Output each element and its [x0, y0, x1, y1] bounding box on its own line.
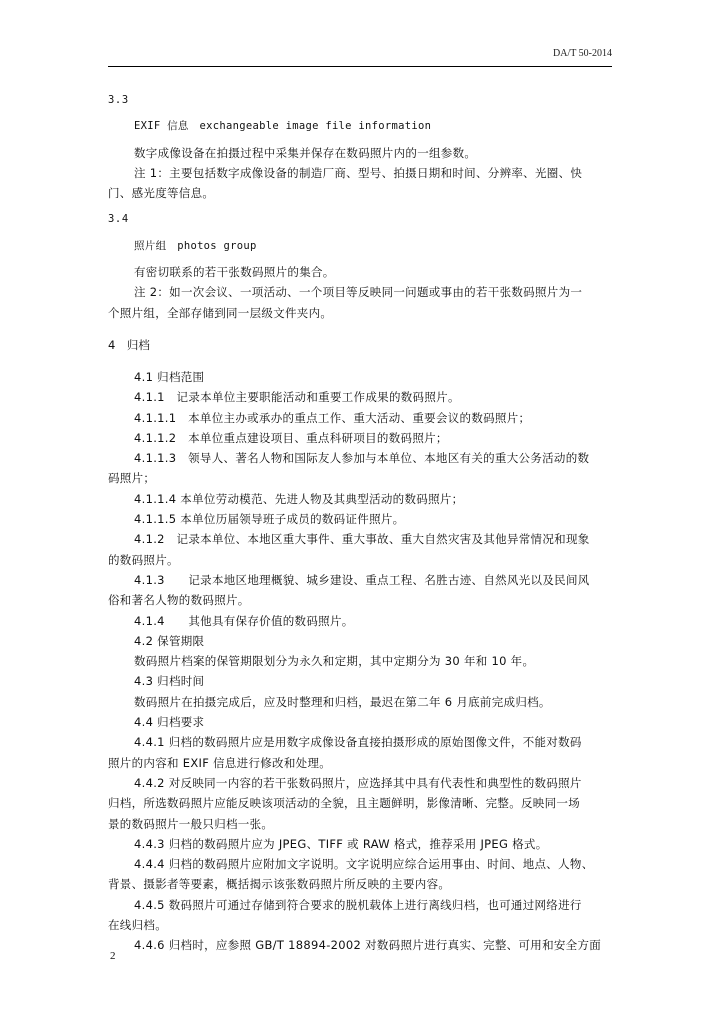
body-line: 码照片；: [108, 471, 156, 486]
body-line: 景的数码照片一般只归档一张。: [108, 816, 274, 831]
header-rule: [108, 66, 612, 67]
note-1-line-1: 注 1：主要包括数字成像设备的制造厂商、型号、拍摄日期和时间、分辨率、光圈、快: [134, 165, 583, 180]
page-number: 2: [110, 950, 116, 962]
body-line: 4.1.1.1 本单位主办或承办的重点工作、重大活动、重要会议的数码照片；: [134, 410, 531, 425]
body-line: 4.3 归档时间: [134, 674, 205, 689]
body-line: 4.4.1 归档的数码照片应是用数字成像设备直接拍摄形成的原始图像文件，不能对数码: [134, 735, 582, 750]
body-line: 4.1.1.5 本单位历届领导班子成员的数码证件照片。: [134, 512, 405, 527]
body-line: 4.4.5 数码照片可通过存储到符合要求的脱机载体上进行离线归档，也可通过网络进行: [134, 897, 582, 912]
body-line: 4.1.3 记录本地区地理概貌、城乡建设、重点工程、名胜古迹、自然风光以及民间风: [134, 572, 590, 587]
standard-code: DA/T 50-2014: [553, 48, 612, 59]
section-heading-4: 4 归档: [108, 337, 150, 352]
body-line: 4.1.1.2 本单位重点建设项目、重点科研项目的数码照片；: [134, 430, 448, 445]
body-line: 4.4.2 对反映同一内容的若干张数码照片，应选择其中具有代表性和典型性的数码照片: [134, 775, 582, 790]
definition-photos-group: 有密切联系的若干张数码照片的集合。: [134, 265, 335, 280]
section-number-3-3: 3.3: [108, 94, 129, 106]
body-line: 4.1.1.3 领导人、著名人物和国际友人参加与本单位、本地区有关的重大公务活动的数: [134, 451, 590, 466]
page-content: [108, 90, 613, 956]
body-line: 4.4.4 归档的数码照片应附加文字说明。文字说明应综合运用事由、时间、地点、人物、: [134, 857, 594, 872]
term-exif: EXIF 信息 exchangeable image file information: [134, 120, 432, 133]
body-line: 俗和著名人物的数码照片。: [108, 593, 250, 608]
definition-exif: 数字成像设备在拍摄过程中采集并保存在数码照片内的一组参数。: [134, 145, 477, 160]
body-line: 4.4.6 归档时，应参照 GB/T 18894-2002 对数码照片进行真实、完整、可用和安全方面: [134, 938, 602, 953]
body-line: 的数码照片。: [108, 552, 179, 567]
note-1-line-2: 门、感光度等信息。: [108, 186, 215, 201]
body-line: 4.1.1 记录本单位主要职能活动和重要工作成果的数码照片。: [134, 390, 460, 405]
body-line: 归档，所选数码照片应能反映该项活动的全貌，且主题鲜明，影像清晰、完整。反映同一场: [108, 796, 580, 811]
body-line: 4.2 保管期限: [134, 633, 205, 648]
body-line: 背景、摄影者等要素，概括揭示该张数码照片所反映的主要内容。: [108, 877, 451, 892]
note-2-line-2: 个照片组，全部存储到同一层级文件夹内。: [108, 305, 333, 320]
body-line: 在线归档。: [108, 917, 167, 932]
body-line: 4.1 归档范围: [134, 369, 205, 384]
body-line: 4.1.4 其他具有保存价值的数码照片。: [134, 613, 354, 628]
body-line: 数码照片档案的保管期限划分为永久和定期，其中定期分为 30 年和 10 年。: [134, 654, 535, 669]
body-line: 照片的内容和 EXIF 信息进行修改和处理。: [108, 755, 332, 770]
body-line: 4.1.1.4 本单位劳动模范、先进人物及其典型活动的数码照片；: [134, 491, 464, 506]
body-line: 4.4.3 归档的数码照片应为 JPEG、TIFF 或 RAW 格式，推荐采用 JPEG 格式。: [134, 836, 548, 851]
body-line: 4.1.2 记录本单位、本地区重大事件、重大事故、重大自然灾害及其他异常情况和现象: [134, 532, 590, 547]
term-photos-group: 照片组 photos group: [134, 239, 257, 252]
body-line: 数码照片在拍摄完成后，应及时整理和归档，最迟在第二年 6 月底前完成归档。: [134, 694, 551, 709]
body-line: 4.4 归档要求: [134, 715, 205, 730]
section-number-3-4: 3.4: [108, 213, 129, 226]
note-2-line-1: 注 2：如一次会议、一项活动、一个项目等反映同一问题或事由的若干张数码照片为一: [134, 285, 583, 300]
